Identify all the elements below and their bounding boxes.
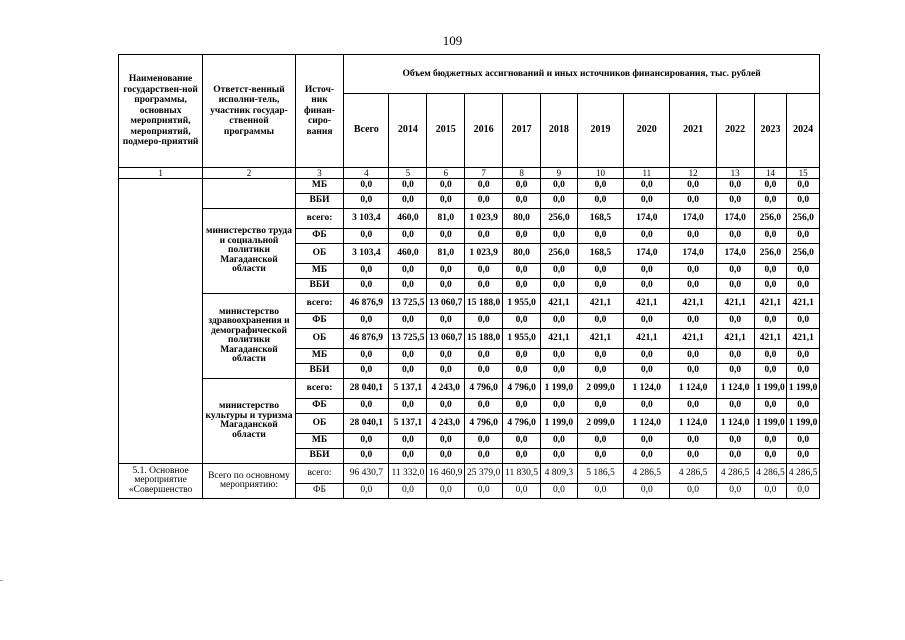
value-cell: 0,0 — [577, 279, 623, 294]
header-year: 2017 — [503, 94, 541, 168]
value-cell: 81,0 — [427, 209, 465, 229]
value-cell: 421,1 — [624, 294, 670, 314]
value-cell: 0,0 — [465, 349, 503, 364]
header-total: Всего — [344, 94, 389, 168]
value-cell: 1 199,0 — [787, 379, 820, 399]
value-cell: 256,0 — [754, 244, 787, 264]
value-cell: 0,0 — [787, 349, 820, 364]
value-cell: 0,0 — [754, 179, 787, 194]
value-cell: 1 023,9 — [465, 244, 503, 264]
value-cell: 46 876,9 — [344, 329, 389, 349]
value-cell: 0,0 — [624, 449, 670, 464]
value-cell: 0,0 — [787, 434, 820, 449]
value-cell: 0,0 — [389, 179, 427, 194]
value-cell: 0,0 — [465, 484, 503, 499]
value-cell: 0,0 — [427, 229, 465, 244]
value-cell: 0,0 — [427, 484, 465, 499]
value-cell: 0,0 — [427, 279, 465, 294]
value-cell: 0,0 — [344, 314, 389, 329]
table-row — [119, 294, 820, 314]
value-cell: 13 060,7 — [427, 294, 465, 314]
value-cell: 0,0 — [787, 264, 820, 279]
value-cell: 0,0 — [716, 179, 754, 194]
column-number: 7 — [465, 168, 503, 179]
header-year: 2019 — [577, 94, 623, 168]
value-cell: 0,0 — [389, 349, 427, 364]
column-number: 8 — [503, 168, 541, 179]
value-cell: 5 137,1 — [389, 379, 427, 399]
value-cell: 0,0 — [389, 399, 427, 414]
value-cell: 0,0 — [577, 194, 623, 209]
value-cell: 0,0 — [787, 449, 820, 464]
value-cell: 4 796,0 — [465, 379, 503, 399]
source-cell: ОБ — [295, 244, 343, 264]
value-cell: 1 124,0 — [716, 414, 754, 434]
value-cell: 4 286,5 — [754, 464, 787, 484]
column-number: 9 — [541, 168, 578, 179]
header-name: Наименование государствен-ной программы, основных мероприятий, мероприятий, подмеро-приятий — [119, 55, 203, 168]
table-row — [119, 179, 820, 194]
value-cell: 0,0 — [624, 194, 670, 209]
value-cell: 256,0 — [541, 209, 578, 229]
value-cell: 0,0 — [465, 229, 503, 244]
value-cell: 460,0 — [389, 244, 427, 264]
header-volume: Объем бюджетных ассигнований и иных источников финансирования, тыс. рублей — [344, 55, 820, 94]
value-cell: 5 137,1 — [389, 414, 427, 434]
column-number: 5 — [389, 168, 427, 179]
value-cell: 0,0 — [754, 484, 787, 499]
value-cell: 0,0 — [503, 349, 541, 364]
value-cell: 0,0 — [577, 484, 623, 499]
value-cell: 460,0 — [389, 209, 427, 229]
value-cell: 0,0 — [787, 194, 820, 209]
value-cell: 421,1 — [787, 294, 820, 314]
value-cell: 0,0 — [787, 399, 820, 414]
value-cell: 25 379,0 — [465, 464, 503, 484]
value-cell: 0,0 — [754, 399, 787, 414]
value-cell: 0,0 — [465, 434, 503, 449]
value-cell: 0,0 — [670, 314, 716, 329]
value-cell: 0,0 — [624, 279, 670, 294]
value-cell: 16 460,9 — [427, 464, 465, 484]
value-cell: 256,0 — [787, 244, 820, 264]
value-cell: 0,0 — [541, 264, 578, 279]
value-cell: 0,0 — [670, 229, 716, 244]
header-year: 2023 — [754, 94, 787, 168]
value-cell: 4 809,3 — [541, 464, 578, 484]
source-cell: ФБ — [295, 314, 343, 329]
value-cell: 0,0 — [670, 279, 716, 294]
value-cell: 0,0 — [577, 229, 623, 244]
value-cell: 0,0 — [787, 364, 820, 379]
value-cell: 0,0 — [503, 484, 541, 499]
value-cell: 1 124,0 — [716, 379, 754, 399]
source-cell: ОБ — [295, 414, 343, 434]
value-cell: 5 186,5 — [577, 464, 623, 484]
value-cell: 96 430,7 — [344, 464, 389, 484]
value-cell: 0,0 — [427, 314, 465, 329]
value-cell: 0,0 — [787, 484, 820, 499]
value-cell: 0,0 — [465, 279, 503, 294]
value-cell: 2 099,0 — [577, 379, 623, 399]
source-cell: ВБИ — [295, 279, 343, 294]
source-cell: всего: — [295, 379, 343, 399]
value-cell: 0,0 — [577, 349, 623, 364]
value-cell: 11 332,0 — [389, 464, 427, 484]
header-year: 2024 — [787, 94, 820, 168]
value-cell: 0,0 — [427, 179, 465, 194]
value-cell: 168,5 — [577, 244, 623, 264]
value-cell: 0,0 — [670, 449, 716, 464]
value-cell: 168,5 — [577, 209, 623, 229]
value-cell: 1 199,0 — [754, 414, 787, 434]
value-cell: 0,0 — [503, 399, 541, 414]
header-year: 2016 — [465, 94, 503, 168]
page-number: 109 — [442, 33, 463, 48]
value-cell: 0,0 — [344, 449, 389, 464]
value-cell: 28 040,1 — [344, 379, 389, 399]
value-cell: 28 040,1 — [344, 414, 389, 434]
header-source: Источ-ник финан-сиро-вания — [295, 55, 343, 168]
value-cell: 0,0 — [503, 229, 541, 244]
value-cell: 0,0 — [427, 349, 465, 364]
value-cell: 0,0 — [344, 484, 389, 499]
value-cell: 0,0 — [670, 364, 716, 379]
source-cell: всего: — [295, 209, 343, 229]
value-cell: 0,0 — [465, 314, 503, 329]
source-cell: ОБ — [295, 329, 343, 349]
value-cell: 421,1 — [577, 329, 623, 349]
value-cell: 0,0 — [716, 349, 754, 364]
value-cell: 0,0 — [541, 279, 578, 294]
value-cell: 15 188,0 — [465, 329, 503, 349]
source-cell: МБ — [295, 179, 343, 194]
value-cell: 421,1 — [577, 294, 623, 314]
margin-mark — [0, 580, 3, 581]
value-cell: 0,0 — [716, 194, 754, 209]
value-cell: 3 103,4 — [344, 209, 389, 229]
value-cell: 0,0 — [716, 279, 754, 294]
value-cell: 0,0 — [465, 364, 503, 379]
value-cell: 0,0 — [716, 484, 754, 499]
source-cell: МБ — [295, 349, 343, 364]
value-cell: 174,0 — [716, 209, 754, 229]
value-cell: 0,0 — [754, 264, 787, 279]
column-number: 12 — [670, 168, 716, 179]
value-cell: 0,0 — [389, 434, 427, 449]
value-cell: 0,0 — [754, 194, 787, 209]
value-cell: 0,0 — [344, 179, 389, 194]
executor-cell: министерство труда и социальной политики Магаданской области — [203, 209, 296, 294]
value-cell: 0,0 — [465, 194, 503, 209]
value-cell: 0,0 — [754, 364, 787, 379]
value-cell: 0,0 — [344, 279, 389, 294]
header-year: 2015 — [427, 94, 465, 168]
value-cell: 0,0 — [344, 229, 389, 244]
value-cell: 4 286,5 — [624, 464, 670, 484]
value-cell: 0,0 — [754, 434, 787, 449]
value-cell: 0,0 — [670, 484, 716, 499]
value-cell: 0,0 — [541, 399, 578, 414]
value-cell: 0,0 — [577, 179, 623, 194]
value-cell: 0,0 — [541, 229, 578, 244]
value-cell: 421,1 — [670, 294, 716, 314]
value-cell: 0,0 — [716, 399, 754, 414]
value-cell: 3 103,4 — [344, 244, 389, 264]
source-cell: МБ — [295, 264, 343, 279]
value-cell: 0,0 — [716, 364, 754, 379]
value-cell: 0,0 — [344, 434, 389, 449]
value-cell: 256,0 — [787, 209, 820, 229]
value-cell: 4 243,0 — [427, 379, 465, 399]
value-cell: 0,0 — [389, 449, 427, 464]
value-cell: 80,0 — [503, 209, 541, 229]
value-cell: 0,0 — [670, 399, 716, 414]
value-cell: 421,1 — [541, 294, 578, 314]
value-cell: 1 199,0 — [541, 414, 578, 434]
value-cell: 421,1 — [754, 329, 787, 349]
value-cell: 0,0 — [624, 399, 670, 414]
value-cell: 46 876,9 — [344, 294, 389, 314]
value-cell: 256,0 — [754, 209, 787, 229]
value-cell: 1 124,0 — [670, 379, 716, 399]
column-number: 6 — [427, 168, 465, 179]
header-year: 2022 — [716, 94, 754, 168]
value-cell: 0,0 — [787, 179, 820, 194]
value-cell: 0,0 — [541, 179, 578, 194]
column-number: 13 — [716, 168, 754, 179]
budget-table — [118, 54, 820, 499]
value-cell: 0,0 — [754, 279, 787, 294]
value-cell: 0,0 — [716, 449, 754, 464]
source-cell: ФБ — [295, 229, 343, 244]
value-cell: 0,0 — [541, 484, 578, 499]
value-cell: 0,0 — [754, 349, 787, 364]
source-cell: ВБИ — [295, 194, 343, 209]
value-cell: 15 188,0 — [465, 294, 503, 314]
executor-cell — [203, 179, 296, 209]
column-number: 10 — [577, 168, 623, 179]
value-cell: 0,0 — [624, 264, 670, 279]
header-year: 2021 — [670, 94, 716, 168]
value-cell: 0,0 — [577, 264, 623, 279]
executor-cell: министерство культуры и туризма Магаданской области — [203, 379, 296, 464]
value-cell: 174,0 — [624, 209, 670, 229]
value-cell: 0,0 — [427, 264, 465, 279]
value-cell: 13 725,5 — [389, 294, 427, 314]
value-cell: 0,0 — [624, 349, 670, 364]
value-cell: 0,0 — [624, 364, 670, 379]
value-cell: 0,0 — [503, 434, 541, 449]
value-cell: 0,0 — [754, 449, 787, 464]
value-cell: 0,0 — [670, 434, 716, 449]
value-cell: 11 830,5 — [503, 464, 541, 484]
value-cell: 0,0 — [427, 449, 465, 464]
value-cell: 0,0 — [670, 194, 716, 209]
value-cell: 0,0 — [754, 314, 787, 329]
value-cell: 0,0 — [389, 229, 427, 244]
value-cell: 0,0 — [503, 279, 541, 294]
value-cell: 0,0 — [787, 314, 820, 329]
value-cell: 0,0 — [577, 399, 623, 414]
value-cell: 0,0 — [787, 229, 820, 244]
value-cell: 421,1 — [716, 329, 754, 349]
value-cell: 174,0 — [670, 244, 716, 264]
value-cell: 4 796,0 — [503, 414, 541, 434]
value-cell: 0,0 — [754, 229, 787, 244]
value-cell: 0,0 — [465, 399, 503, 414]
value-cell: 13 725,5 — [389, 329, 427, 349]
value-cell: 0,0 — [670, 179, 716, 194]
value-cell: 0,0 — [541, 314, 578, 329]
value-cell: 0,0 — [465, 264, 503, 279]
column-number: 14 — [754, 168, 787, 179]
value-cell: 0,0 — [503, 314, 541, 329]
value-cell: 421,1 — [787, 329, 820, 349]
value-cell: 0,0 — [503, 364, 541, 379]
value-cell: 174,0 — [670, 209, 716, 229]
value-cell: 0,0 — [465, 179, 503, 194]
value-cell: 0,0 — [577, 314, 623, 329]
source-cell: ВБИ — [295, 449, 343, 464]
value-cell: 0,0 — [465, 449, 503, 464]
value-cell: 0,0 — [541, 349, 578, 364]
table-row — [119, 379, 820, 399]
value-cell: 0,0 — [577, 449, 623, 464]
value-cell: 0,0 — [344, 399, 389, 414]
column-number: 4 — [344, 168, 389, 179]
source-cell: ФБ — [295, 484, 343, 499]
value-cell: 0,0 — [670, 264, 716, 279]
value-cell: 0,0 — [503, 179, 541, 194]
value-cell: 0,0 — [716, 314, 754, 329]
value-cell: 0,0 — [344, 349, 389, 364]
value-cell: 80,0 — [503, 244, 541, 264]
value-cell: 0,0 — [577, 434, 623, 449]
column-number: 15 — [787, 168, 820, 179]
value-cell: 0,0 — [624, 484, 670, 499]
value-cell: 0,0 — [389, 314, 427, 329]
value-cell: 1 955,0 — [503, 294, 541, 314]
value-cell: 0,0 — [503, 449, 541, 464]
program-cell — [119, 179, 203, 464]
value-cell: 0,0 — [427, 399, 465, 414]
value-cell: 0,0 — [503, 194, 541, 209]
value-cell: 0,0 — [344, 194, 389, 209]
program-cell: 5.1. Основное мероприятие «Совершенство — [119, 464, 203, 499]
column-number: 1 — [119, 168, 203, 179]
value-cell: 4 286,5 — [716, 464, 754, 484]
value-cell: 174,0 — [624, 244, 670, 264]
source-cell: всего: — [295, 464, 343, 484]
value-cell: 256,0 — [541, 244, 578, 264]
value-cell: 0,0 — [624, 314, 670, 329]
header-year: 2014 — [389, 94, 427, 168]
value-cell: 81,0 — [427, 244, 465, 264]
value-cell: 4 796,0 — [503, 379, 541, 399]
value-cell: 0,0 — [427, 194, 465, 209]
value-cell: 4 243,0 — [427, 414, 465, 434]
value-cell: 0,0 — [716, 229, 754, 244]
source-cell: ВБИ — [295, 364, 343, 379]
value-cell: 0,0 — [670, 349, 716, 364]
value-cell: 1 023,9 — [465, 209, 503, 229]
header-executor: Ответст-венный исполни-тель, участник государ-ственной программы — [203, 55, 296, 168]
value-cell: 2 099,0 — [577, 414, 623, 434]
column-number: 2 — [203, 168, 296, 179]
executor-cell: министерство здравоохранения и демографической политики Магаданской области — [203, 294, 296, 379]
value-cell: 0,0 — [541, 449, 578, 464]
value-cell: 0,0 — [389, 264, 427, 279]
value-cell: 421,1 — [670, 329, 716, 349]
source-cell: всего: — [295, 294, 343, 314]
value-cell: 174,0 — [716, 244, 754, 264]
value-cell: 0,0 — [427, 364, 465, 379]
header-year: 2020 — [624, 94, 670, 168]
value-cell: 0,0 — [624, 229, 670, 244]
value-cell: 4 796,0 — [465, 414, 503, 434]
value-cell: 1 124,0 — [624, 414, 670, 434]
value-cell: 0,0 — [787, 279, 820, 294]
value-cell: 0,0 — [389, 364, 427, 379]
value-cell: 421,1 — [754, 294, 787, 314]
value-cell: 0,0 — [344, 364, 389, 379]
value-cell: 421,1 — [716, 294, 754, 314]
executor-cell: Всего по основному мероприятию: — [203, 464, 296, 499]
table-row — [119, 209, 820, 229]
value-cell: 4 286,5 — [670, 464, 716, 484]
header-year: 2018 — [541, 94, 578, 168]
table-row — [119, 464, 820, 484]
value-cell: 0,0 — [427, 434, 465, 449]
value-cell: 4 286,5 — [787, 464, 820, 484]
value-cell: 0,0 — [624, 179, 670, 194]
value-cell: 0,0 — [541, 364, 578, 379]
value-cell: 0,0 — [624, 434, 670, 449]
value-cell: 0,0 — [389, 194, 427, 209]
value-cell: 0,0 — [344, 264, 389, 279]
column-number: 3 — [295, 168, 343, 179]
source-cell: ФБ — [295, 399, 343, 414]
value-cell: 1 199,0 — [787, 414, 820, 434]
value-cell: 0,0 — [389, 484, 427, 499]
value-cell: 0,0 — [577, 364, 623, 379]
value-cell: 1 124,0 — [624, 379, 670, 399]
source-cell: МБ — [295, 434, 343, 449]
value-cell: 0,0 — [389, 279, 427, 294]
value-cell: 421,1 — [541, 329, 578, 349]
value-cell: 421,1 — [624, 329, 670, 349]
value-cell: 1 124,0 — [670, 414, 716, 434]
value-cell: 13 060,7 — [427, 329, 465, 349]
value-cell: 0,0 — [716, 264, 754, 279]
value-cell: 0,0 — [541, 434, 578, 449]
value-cell: 0,0 — [716, 434, 754, 449]
value-cell: 1 199,0 — [541, 379, 578, 399]
value-cell: 1 199,0 — [754, 379, 787, 399]
value-cell: 1 955,0 — [503, 329, 541, 349]
value-cell: 0,0 — [503, 264, 541, 279]
column-number: 11 — [624, 168, 670, 179]
value-cell: 0,0 — [541, 194, 578, 209]
